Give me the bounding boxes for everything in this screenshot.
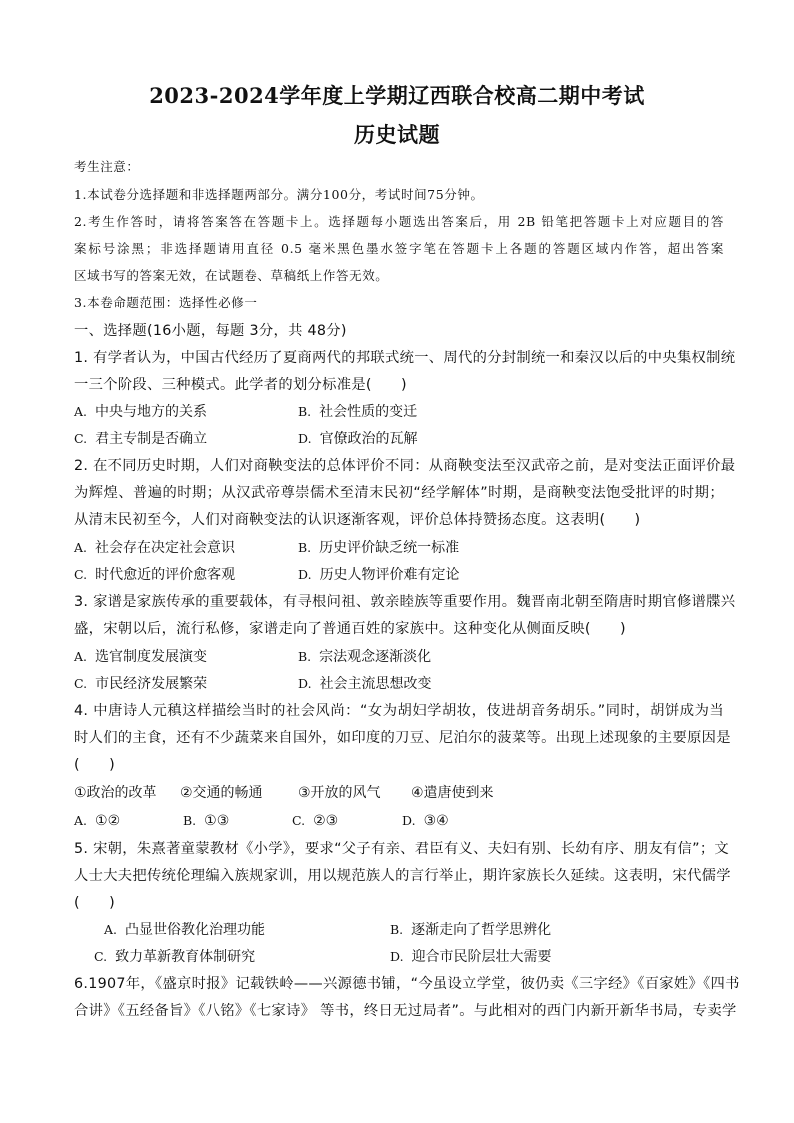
option-3b[interactable]: [298, 650, 431, 664]
option-text: ①③: [204, 813, 230, 829]
question-2-text: 从清末民初至今，人们对商鞅变法的认识逐渐客观，评价总体持赞扬态度。这表明( ): [74, 512, 641, 528]
question-2-text: 为辉煌、普遍的时期；从汉武帝尊崇儒术至清末民初“经学解体”时期，是商鞅变法饱受批评的时期；: [74, 485, 724, 501]
option-label: C.: [74, 567, 88, 582]
question-6-text: 合讲》《五经备旨》《八铭》《七家诗》 等书，终日无过局者”。与此相对的西门内新开新华书局，专卖学: [74, 1003, 737, 1019]
option-1c[interactable]: [74, 432, 207, 446]
option-label: A.: [74, 813, 88, 828]
option-text: 历史人物评价难有定论: [319, 567, 460, 583]
option-label: B.: [298, 404, 312, 419]
option-1a[interactable]: [74, 405, 207, 419]
notice-item: 1.本试卷分选择题和非选择题两部分。满分100分，考试时间75分钟。: [74, 187, 484, 202]
option-4c[interactable]: [292, 814, 338, 828]
option-5b[interactable]: [390, 923, 551, 937]
option-label: A.: [74, 540, 88, 555]
option-text: 致力革新教育体制研究: [115, 949, 256, 965]
option-label: D.: [298, 567, 312, 582]
question-3-text: 盛，宋朝以后，流行私修，家谱走向了普通百姓的家族中。这种变化从侧面反映( ): [74, 621, 626, 637]
option-label: D.: [402, 813, 416, 828]
option-5a[interactable]: [104, 923, 265, 937]
option-text: 官僚政治的瓦解: [319, 431, 418, 447]
notice-item: 区域书写的答案无效，在试题卷、草稿纸上作答无效。: [74, 268, 389, 283]
option-text: 时代愈近的评价愈客观: [95, 567, 236, 583]
option-2b[interactable]: [298, 541, 459, 555]
notice-item: 案标号涂黑；非选择题请用直径 0.5 毫米黑色墨水签字笔在答题卡上各题的答题区域内作答，超出答案: [74, 241, 724, 256]
option-label: D.: [298, 431, 312, 446]
question-4-text: ( ): [74, 757, 115, 773]
option-label: B.: [183, 813, 197, 828]
option-text: 君主专制是否确立: [95, 431, 208, 447]
statement-item: ④遣唐使到来: [411, 785, 494, 801]
option-text: 逐渐走向了哲学思辨化: [411, 922, 552, 938]
question-1-text: 一三个阶段、三种模式。此学者的划分标准是( ): [74, 377, 407, 393]
option-text: 选官制度发展演变: [95, 649, 208, 665]
option-text: ③④: [423, 813, 449, 829]
option-label: A.: [104, 922, 118, 937]
option-5d[interactable]: [390, 950, 552, 964]
question-1-text: 1. 有学者认为，中国古代经历了夏商两代的邦联式统一、周代的分封制统一和秦汉以后的中央集权制统: [74, 350, 736, 366]
question-5-text: ( ): [74, 895, 115, 911]
option-label: C.: [74, 431, 88, 446]
question-4-text: 时人们的主食，还有不少蔬菜来自国外，如印度的刀豆、尼泊尔的菠菜等。出现上述现象的主要原因是: [74, 730, 731, 746]
option-4a[interactable]: [74, 814, 120, 828]
option-text: 市民经济发展繁荣: [95, 676, 208, 692]
notice-item: 3.本卷命题范围：选择性必修一: [74, 295, 258, 310]
option-4b[interactable]: [183, 814, 229, 828]
statement-item: ③开放的风气: [298, 785, 381, 801]
question-5-text: 人士大夫把传统伦理编入族规家训，用以规范族人的言行举止，期许家族长久延续。这表明，宋代儒学: [74, 868, 731, 884]
question-4-text: 4. 中唐诗人元稹这样描绘当时的社会风尚：“女为胡妇学胡妆，伎进胡音务胡乐。”同时，胡饼成为当: [74, 703, 724, 719]
question-6-text: 6.1907年，《盛京时报》记载铁岭——兴源德书铺，“今虽设立学堂，彼仍卖《三字经》《百家姓》《四书: [74, 976, 740, 992]
option-2d[interactable]: [298, 568, 460, 582]
option-text: 中央与地方的关系: [95, 404, 208, 420]
statement-item: ①政治的改革: [74, 785, 157, 801]
option-text: ②③: [313, 813, 339, 829]
notice-item: 2.考生作答时，请将答案答在答题卡上。选择题每小题选出答案后，用 2B 铅笔把答题卡上对应题目的答: [74, 214, 724, 229]
option-3a[interactable]: [74, 650, 207, 664]
option-label: D.: [390, 949, 404, 964]
option-text: ①②: [95, 813, 121, 829]
option-label: C.: [292, 813, 306, 828]
question-5-text: 5. 宋朝，朱熹著童蒙教材《小学》，要求“父子有亲、君臣有义、夫妇有别、长幼有序、朋友有信”；文: [74, 841, 730, 857]
option-2a[interactable]: [74, 541, 235, 555]
option-label: A.: [74, 649, 88, 664]
exam-subtitle: 历史试题: [354, 122, 440, 147]
option-text: 社会性质的变迁: [319, 404, 418, 420]
option-label: D.: [298, 676, 312, 691]
question-2-text: 2. 在不同历史时期，人们对商鞅变法的总体评价不同：从商鞅变法至汉武帝之前，是对变法正面评价最: [74, 458, 736, 474]
section-heading: 一、选择题(16小题，每题 3分，共 48分): [74, 323, 347, 339]
option-text: 凸显世俗教化治理功能: [125, 922, 266, 938]
option-text: 迎合市民阶层壮大需要: [411, 949, 552, 965]
option-3d[interactable]: [298, 677, 432, 691]
option-label: B.: [298, 649, 312, 664]
option-text: 历史评价缺乏统一标准: [319, 540, 460, 556]
option-label: B.: [298, 540, 312, 555]
option-label: C.: [74, 676, 88, 691]
option-5c[interactable]: [94, 950, 255, 964]
notice-heading: 考生注意：: [74, 159, 140, 174]
question-3-text: 3. 家谱是家族传承的重要载体，有寻根问祖、敦亲睦族等重要作用。魏晋南北朝至隋唐时期官修谱牒兴: [74, 594, 736, 610]
option-text: 宗法观念逐渐淡化: [319, 649, 432, 665]
option-2c[interactable]: [74, 568, 235, 582]
option-label: A.: [74, 404, 88, 419]
statement-item: ②交通的畅通: [180, 785, 263, 801]
option-text: 社会存在决定社会意识: [95, 540, 236, 556]
option-4d[interactable]: [402, 814, 449, 828]
option-3c[interactable]: [74, 677, 207, 691]
exam-title: 2023-2024学年度上学期辽西联合校高二期中考试: [149, 83, 645, 108]
option-label: B.: [390, 922, 404, 937]
option-text: 社会主流思想改变: [319, 676, 432, 692]
option-label: C.: [94, 949, 108, 964]
option-1b[interactable]: [298, 405, 417, 419]
option-1d[interactable]: [298, 432, 418, 446]
